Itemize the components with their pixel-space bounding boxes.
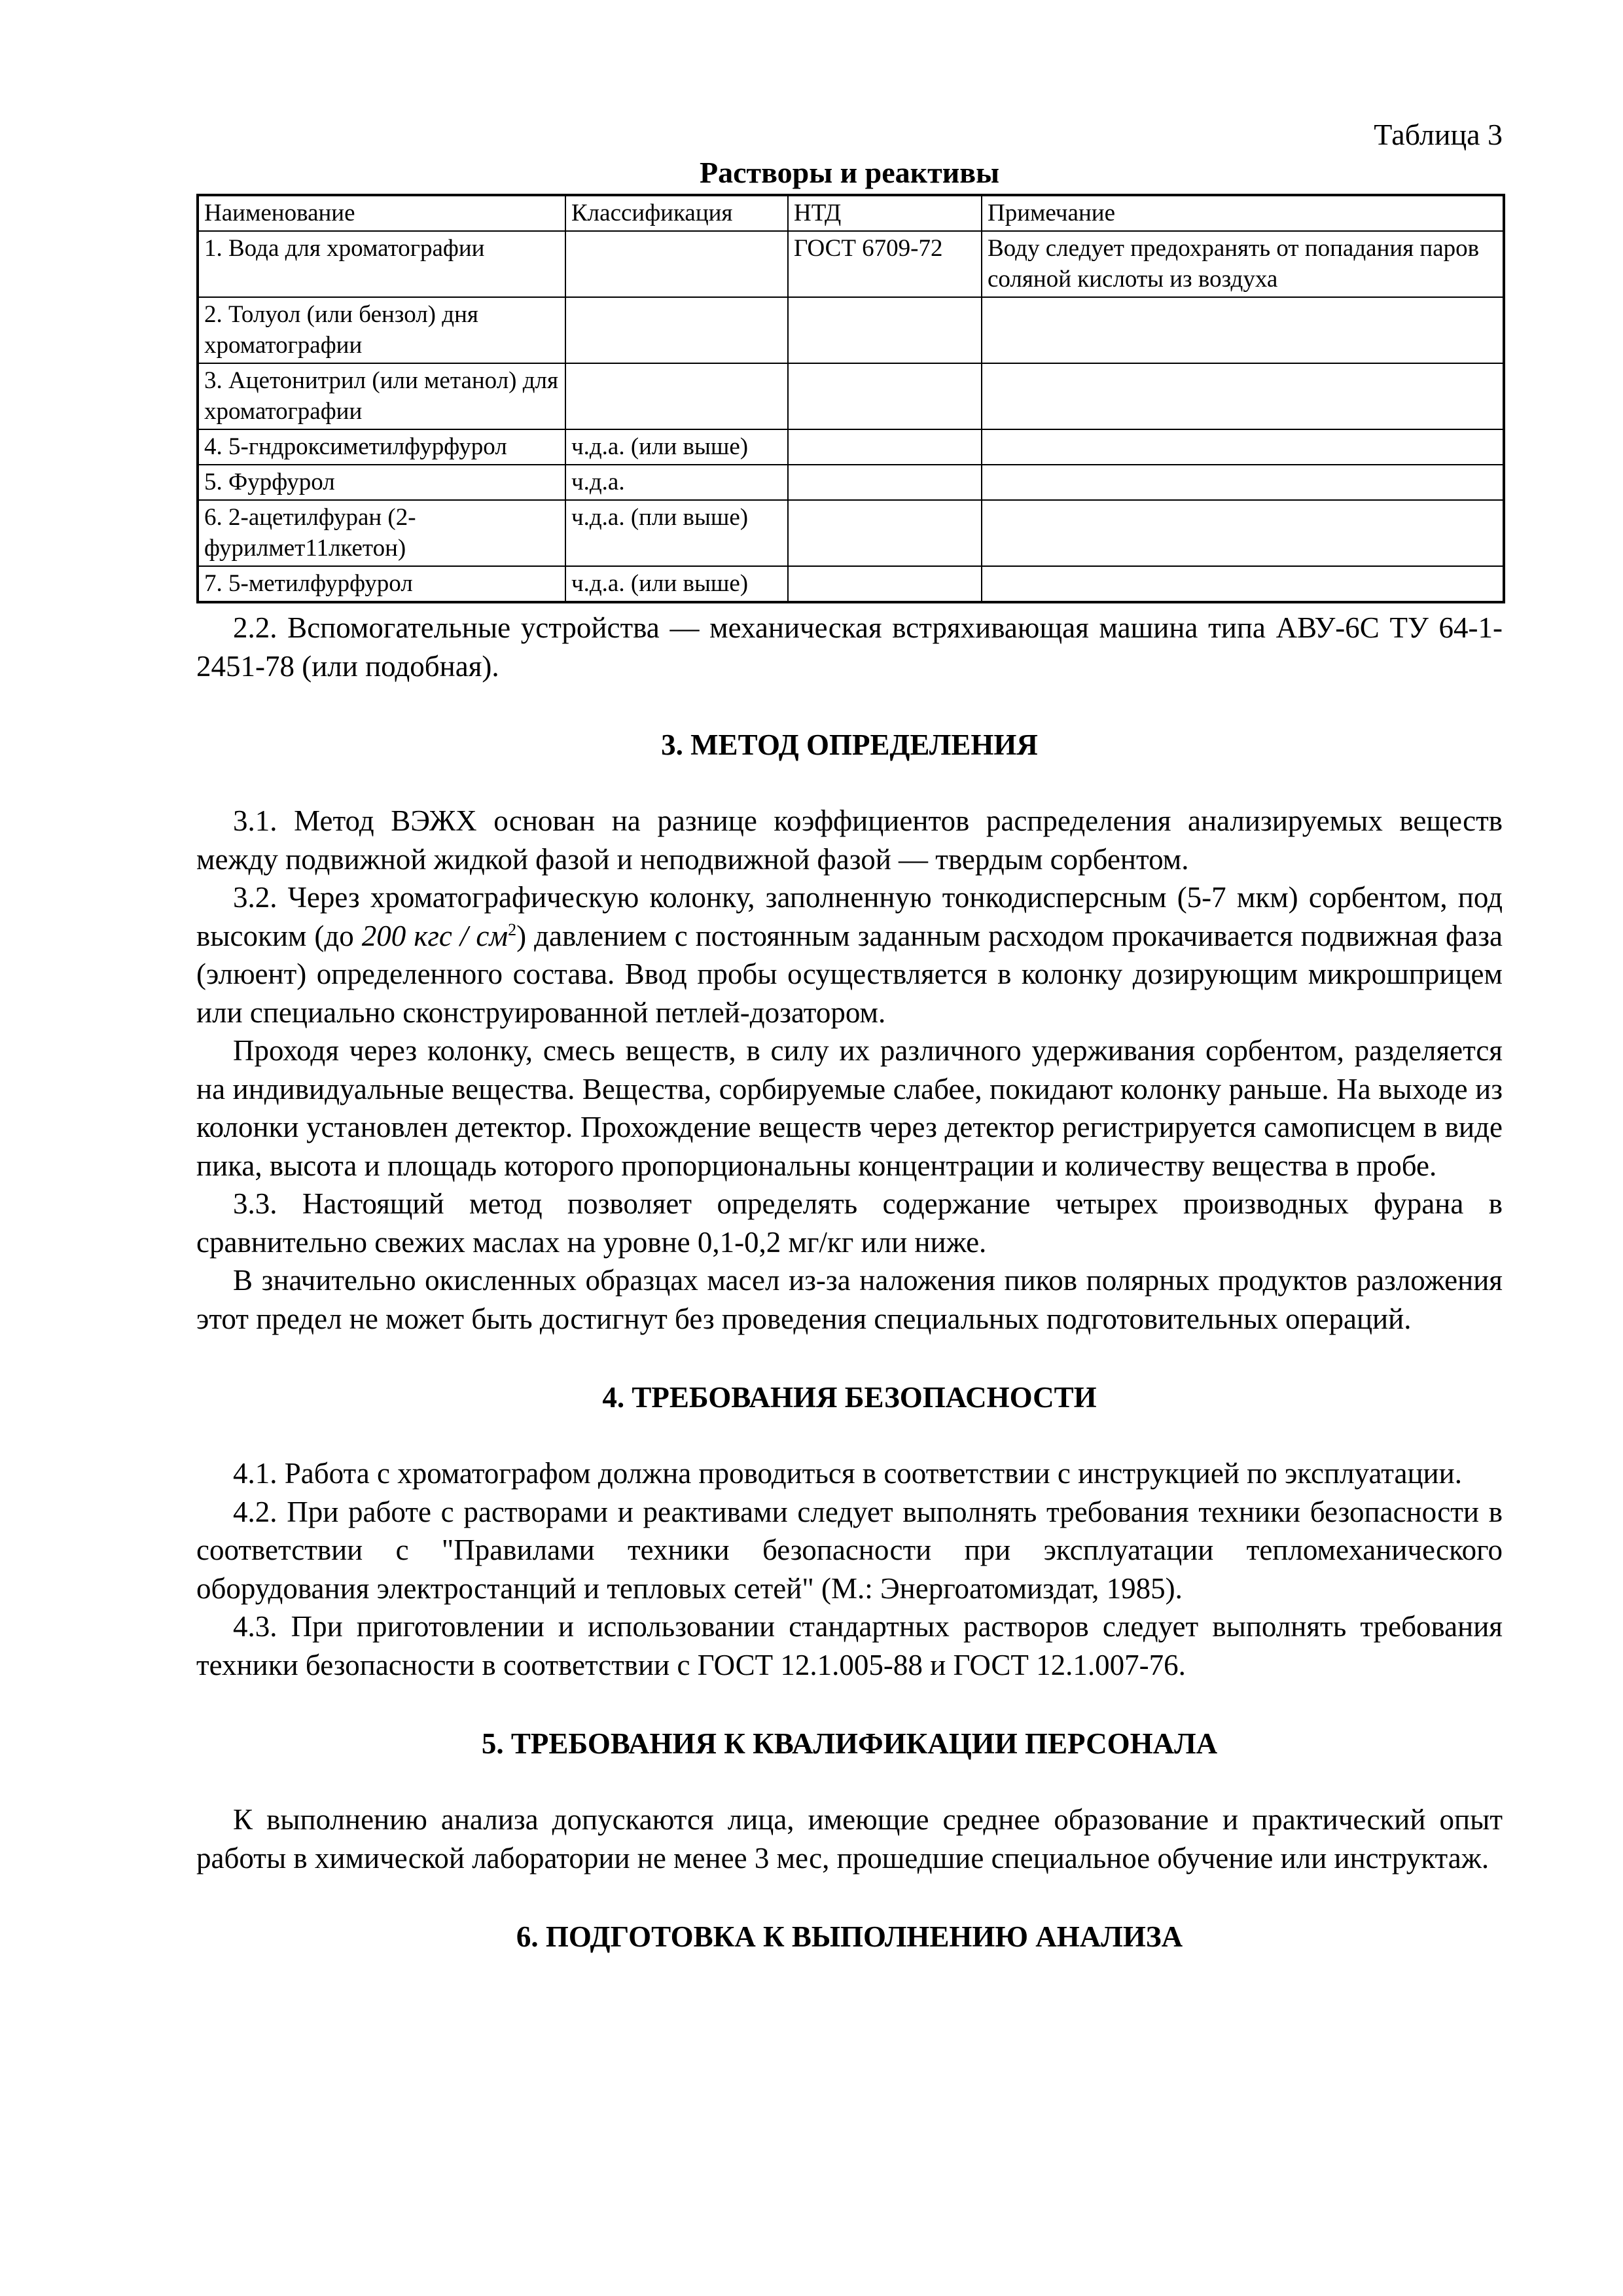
table-cell	[982, 363, 1504, 429]
table-cell: 1. Вода для хроматографии	[198, 231, 565, 297]
column-header-name: Наименование	[198, 195, 565, 231]
table-cell	[565, 363, 788, 429]
table-cell	[788, 429, 982, 465]
table-cell: 2. Толуол (или бензол) дня хроматографии	[198, 297, 565, 363]
table-cell	[788, 465, 982, 500]
paragraph-2-2: 2.2. Вспомогательные устройства — механическая встряхивающая машина типа АВУ-6С ТУ 64-1-2451-78 (или подобная).	[196, 611, 1503, 683]
column-header-ntd: НТД	[788, 195, 982, 231]
table-cell	[788, 297, 982, 363]
table-cell: 5. Фурфурол	[198, 465, 565, 500]
paragraph-3-3-continued: В значительно окисленных образцах масел из-за наложения пиков полярных продуктов разложения этот предел не может быть достигнут без проведения специальных подготовительных операций.	[196, 1264, 1503, 1335]
table-cell	[982, 297, 1504, 363]
section-heading-3: 3. МЕТОД ОПРЕДЕЛЕНИЯ	[661, 728, 1038, 761]
table-cell: ч.д.а. (или выше)	[565, 566, 788, 602]
paragraph-5: К выполнению анализа допускаются лица, имеющие среднее образование и практический опыт работы в химической лаборатории не менее 3 мес, прошедшие специальное обучение или инструктаж.	[196, 1803, 1503, 1874]
table-cell: ч.д.а.	[565, 465, 788, 500]
table-cell: 3. Ацетонитрил (или метанол) для хроматографии	[198, 363, 565, 429]
table-cell	[982, 465, 1504, 500]
reagents-table	[196, 194, 1505, 603]
paragraph-3-1: 3.1. Метод ВЭЖХ основан на разнице коэффициентов распределения анализируемых веществ между подвижной жидкой фазой и неподвижной фазой — твердым сорбентом.	[196, 804, 1503, 876]
paragraph-3-2-continued: Проходя через колонку, смесь веществ, в силу их различного удерживания сорбентом, разделяется на индивидуальные вещества. Вещества, сорбируемые слабее, покидают колонку раньше. На выходе из колонки установлен детектор. Прохождение веществ через детектор регистрируется самописцем в виде пика, высота и площадь которого пропорциональны концентрации и количеству вещества в пробе.	[196, 1034, 1503, 1182]
table-row	[198, 566, 1504, 602]
paragraph-3-2	[196, 878, 1503, 1031]
table-cell	[788, 500, 982, 566]
pressure-formula: 200 кгс / $см^2$	[361, 919, 517, 952]
paragraph-3-3: 3.3. Настоящий метод позволяет определять содержание четырех производных фурана в сравнительно свежих маслах на уровне 0,1-0,2 мг/кг или ниже.	[196, 1187, 1503, 1259]
section-heading-6: 6. ПОДГОТОВКА К ВЫПОЛНЕНИЮ АНАЛИЗА	[516, 1920, 1183, 1953]
column-header-classification: Классификация	[565, 195, 788, 231]
table-cell	[982, 500, 1504, 566]
table-cell: Воду следует предохранять от попадания паров соляной кислоты из воздуха	[982, 231, 1504, 297]
table-cell	[788, 566, 982, 602]
table-cell: ч.д.а. (или выше)	[565, 429, 788, 465]
table-cell	[788, 363, 982, 429]
paragraph-4-2: 4.2. При работе с растворами и реактивами следует выполнять требования техники безопасности в соответствии с "Правилами техники безопасности при эксплуатации тепломеханического оборудования электростанций и тепловых сетей" (М.: Энергоатомиздат, 1985).	[196, 1495, 1503, 1605]
table-cell: 7. 5-метилфурфурол	[198, 566, 565, 602]
table-cell: 6. 2-ацетилфуран (2-фурилмет11лкетон)	[198, 500, 565, 566]
paragraph-4-1: 4.1. Работа с хроматографом должна проводиться в соответствии с инструкцией по эксплуатации.	[233, 1457, 1462, 1490]
table-cell	[565, 297, 788, 363]
document-body	[196, 609, 1503, 1956]
section-heading-4: 4. ТРЕБОВАНИЯ БЕЗОПАСНОСТИ	[602, 1381, 1097, 1414]
table-cell: 4. 5-гндроксиметилфурфурол	[198, 429, 565, 465]
section-heading-5: 5. ТРЕБОВАНИЯ К КВАЛИФИКАЦИИ ПЕРСОНАЛА	[481, 1727, 1218, 1760]
column-header-note: Примечание	[982, 195, 1504, 231]
table-row	[198, 297, 1504, 363]
table-cell	[982, 429, 1504, 465]
table-row	[198, 363, 1504, 429]
paragraph-3-2-end: ) давлением с постоянным заданным расходом прокачивается подвижная фаза (элюент) определенного состава. Ввод пробы осуществляется в колонку дозирующим микрошприцем или специально сконструированной петлей-дозатором.	[196, 919, 1503, 1029]
table-cell: ГОСТ 6709-72	[788, 231, 982, 297]
table-title: Растворы и реактивы	[699, 156, 999, 189]
table-cell: ч.д.а. (пли выше)	[565, 500, 788, 566]
paragraph-4-3: 4.3. При приготовлении и использовании стандартных растворов следует выполнять требования техники безопасности в соответствии с ГОСТ 12.1.005-88 и ГОСТ 12.1.007-76.	[196, 1610, 1503, 1681]
paragraph-3-2-start: 3.2. Через хроматографическую колонку, заполненную тонкодисперсным (5-7 мкм) сорбентом, под высоким (до	[196, 881, 1503, 952]
table-cell	[565, 231, 788, 297]
table-cell	[982, 566, 1504, 602]
table-row	[198, 231, 1504, 297]
table-row	[198, 500, 1504, 566]
table-number-label: Таблица 3	[1374, 118, 1503, 151]
table-row	[198, 465, 1504, 500]
table-header-row	[198, 195, 1504, 231]
table-row	[198, 429, 1504, 465]
